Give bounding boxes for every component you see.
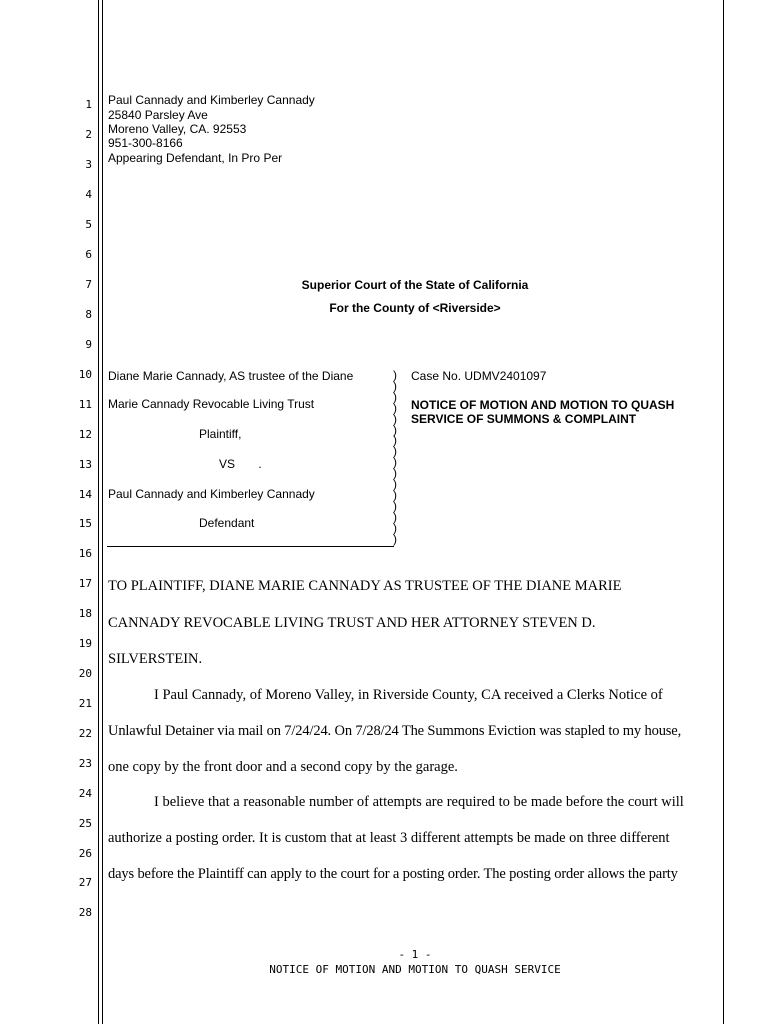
paragraph-2-line-2: authorize a posting order. It is custom that at least 3 different attempts be made on three different (108, 830, 670, 846)
line-number: 6 (85, 248, 92, 261)
line-number: 12 (78, 428, 92, 441)
line-number: 7 (85, 278, 92, 291)
header-city: Moreno Valley, CA. 92553 (108, 122, 247, 136)
line-number: 5 (85, 218, 92, 231)
addressee-line-3: SILVERSTEIN. (108, 651, 203, 667)
line-number: 21 (78, 697, 92, 710)
footer-title: NOTICE OF MOTION AND MOTION TO QUASH SERVICE (269, 963, 561, 976)
court-county: For the County of <Riverside> (329, 301, 501, 315)
header-phone: 951-300-8166 (108, 136, 183, 150)
header-appearing: Appearing Defendant, In Pro Per (108, 151, 283, 165)
line-number: 13 (78, 458, 92, 471)
header-street: 25840 Parsley Ave (108, 108, 208, 122)
court-name: Superior Court of the State of California (301, 278, 529, 292)
header-names: Paul Cannady and Kimberley Cannady (108, 93, 315, 107)
line-number: 10 (78, 368, 92, 381)
line-number: 27 (78, 876, 92, 889)
document-title-line-2: SERVICE OF SUMMONS & COMPLAINT (411, 412, 637, 426)
versus: VS . (219, 457, 262, 471)
caption-underline (107, 546, 394, 547)
line-number: 17 (78, 577, 92, 590)
plaintiff-line-1: Diane Marie Cannady, AS trustee of the Diane (108, 369, 354, 383)
paragraph-1-line-1: I Paul Cannady, of Moreno Valley, in Riverside County, CA received a Clerks Notice of (154, 687, 663, 703)
line-number: 22 (78, 727, 92, 740)
line-number: 26 (78, 847, 92, 860)
line-number: 14 (78, 488, 92, 501)
line-number: 1 (85, 98, 92, 111)
line-number: 25 (78, 817, 92, 830)
addressee-line-1: TO PLAINTIFF, DIANE MARIE CANNADY AS TRUSTEE OF THE DIANE MARIE (108, 578, 622, 594)
paragraph-1-line-3: one copy by the front door and a second copy by the garage. (108, 759, 458, 775)
line-number: 3 (85, 158, 92, 171)
line-number: 11 (78, 398, 92, 411)
line-number: 16 (78, 547, 92, 560)
line-number: 9 (85, 338, 92, 351)
plaintiff-role: Plaintiff, (199, 427, 242, 441)
line-number: 8 (85, 308, 92, 321)
left-margin-rule-inner (102, 0, 103, 1024)
document-title-line-1: NOTICE OF MOTION AND MOTION TO QUASH (411, 398, 675, 412)
paragraph-1-line-2: Unlawful Detainer via mail on 7/24/24. On 7/28/24 The Summons Eviction was stapled to my house, (108, 723, 682, 739)
line-number: 24 (78, 787, 92, 800)
plaintiff-line-2: Marie Cannady Revocable Living Trust (108, 397, 315, 411)
line-number: 23 (78, 757, 92, 770)
right-margin-rule (723, 0, 724, 1024)
line-number: 19 (78, 637, 92, 650)
line-number: 4 (85, 188, 92, 201)
left-margin-rule-outer (98, 0, 99, 1024)
line-number: 2 (85, 128, 92, 141)
addressee-line-2: CANNADY REVOCABLE LIVING TRUST AND HER ATTORNEY STEVEN D. (108, 615, 596, 631)
line-number: 20 (78, 667, 92, 680)
line-number: 18 (78, 607, 92, 620)
defendant-names: Paul Cannady and Kimberley Cannady (108, 487, 315, 501)
page-number: - 1 - (398, 948, 432, 961)
paragraph-2-line-3: days before the Plaintiff can apply to the court for a posting order. The posting order allows the party (108, 866, 678, 882)
case-number: Case No. UDMV2401097 (411, 369, 547, 383)
line-number: 28 (78, 906, 92, 919)
caption-parens: ) ) ) ) ) ) ) ) ) ) ) ) ) ) ) ) (393, 368, 397, 546)
paragraph-2-line-1: I believe that a reasonable number of attempts are required to be made before the court will (154, 794, 684, 810)
line-number: 15 (78, 517, 92, 530)
defendant-role: Defendant (199, 516, 255, 530)
